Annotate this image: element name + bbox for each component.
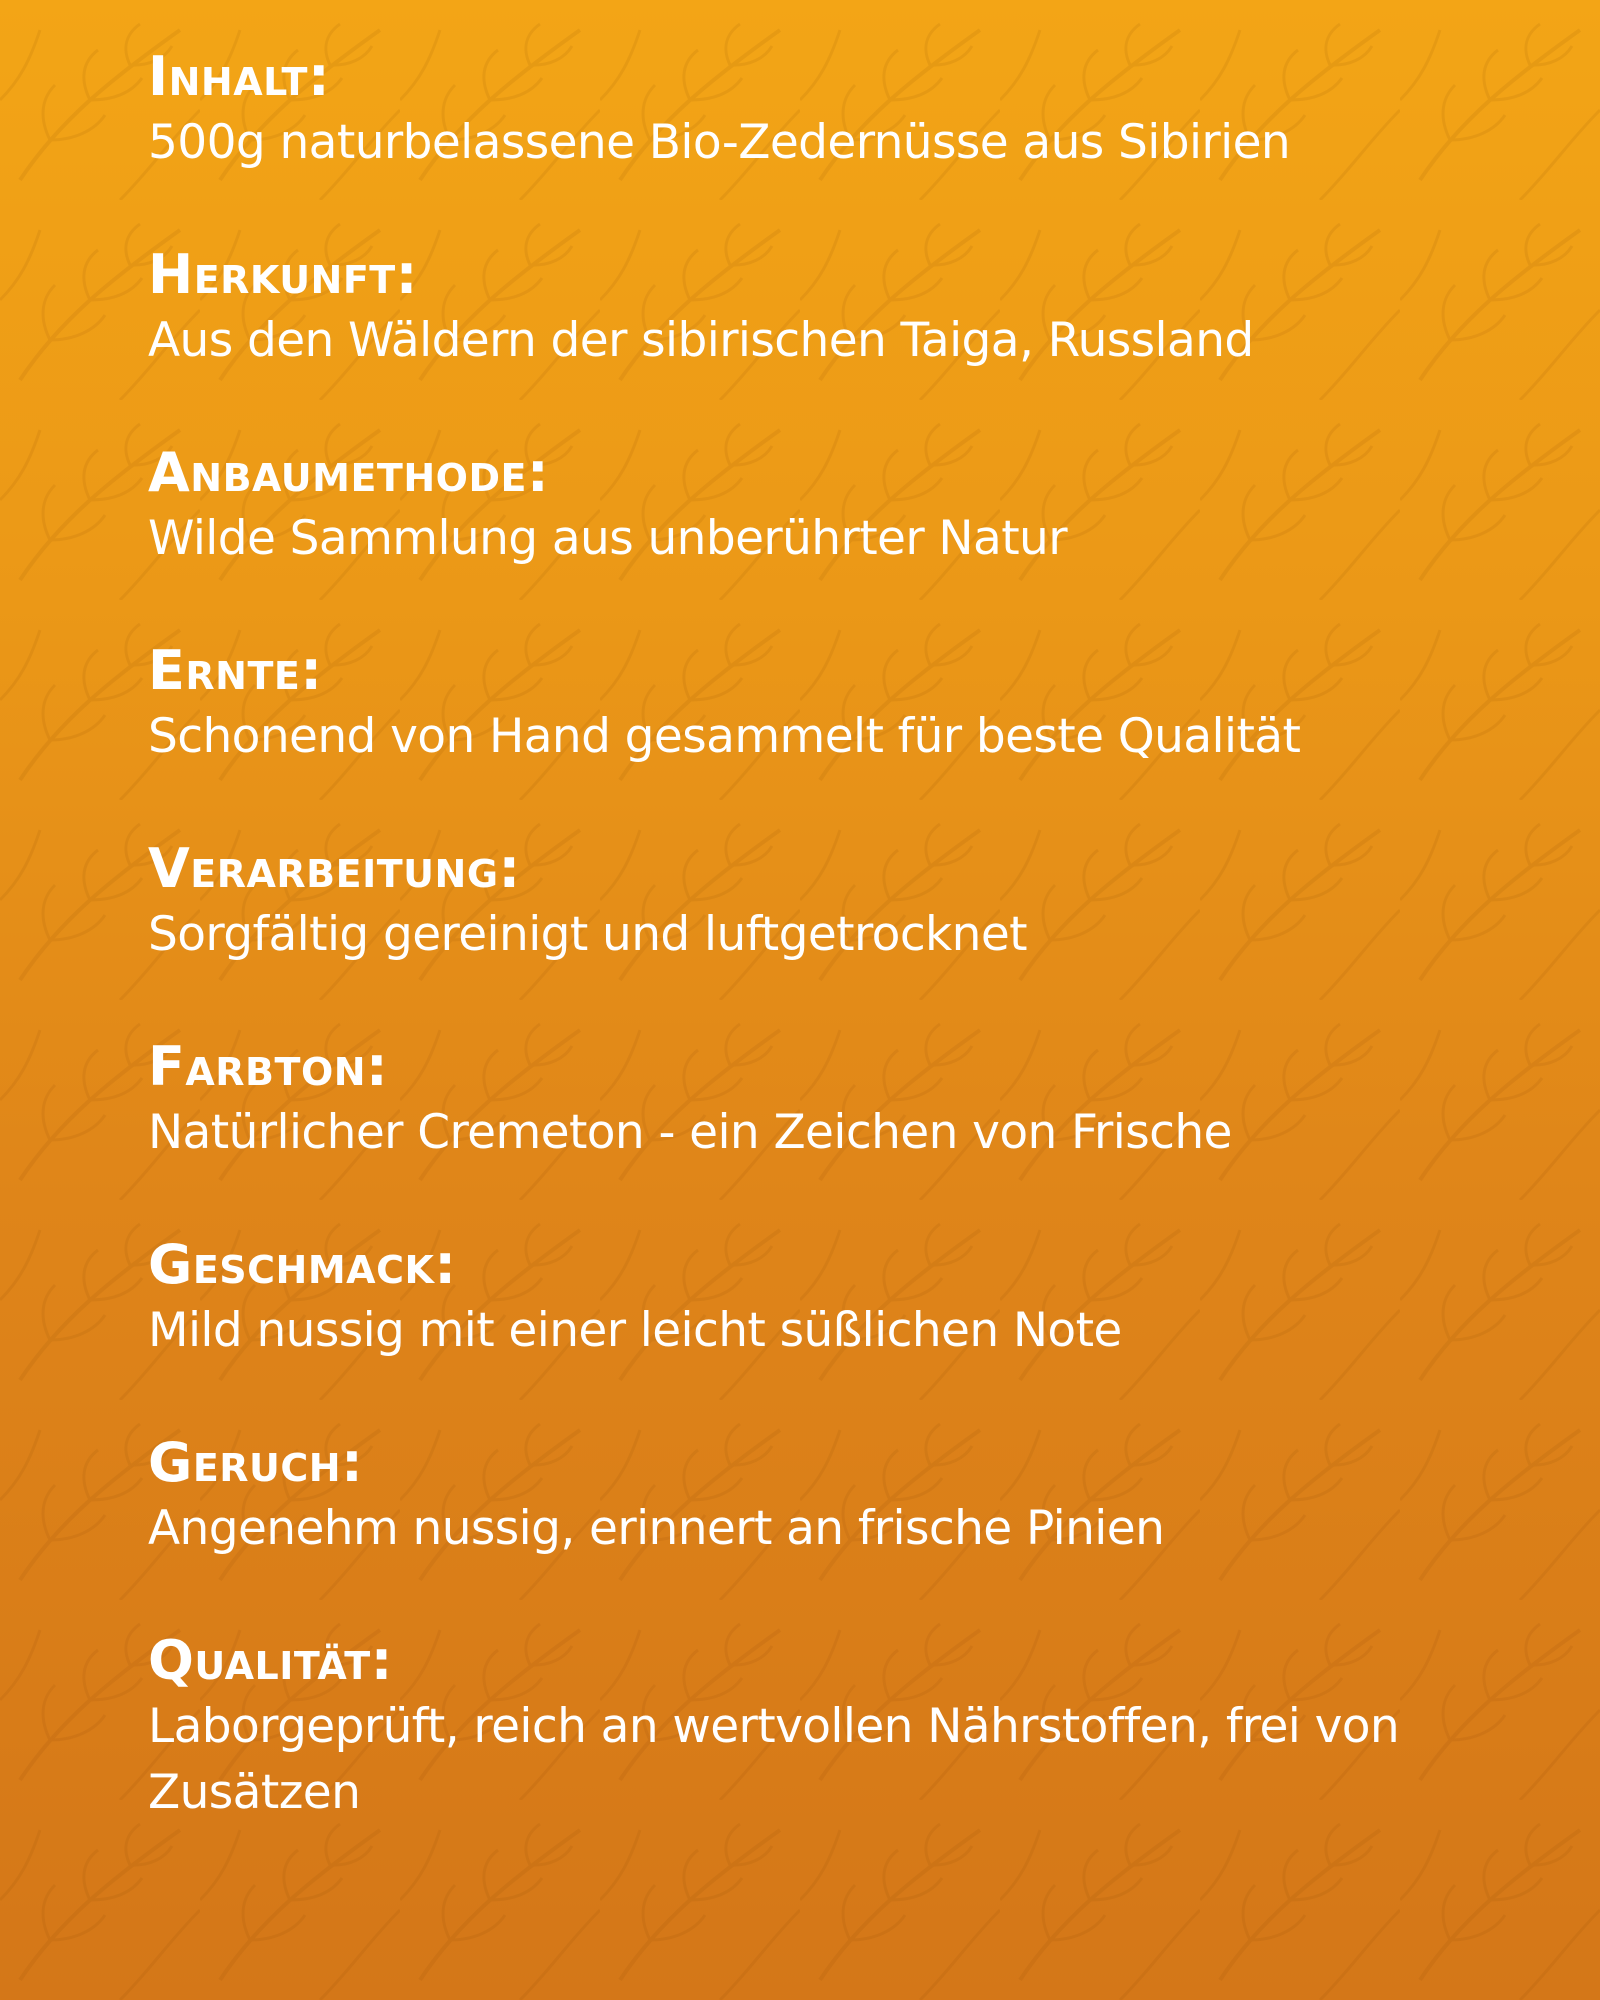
section-herkunft xyxy=(148,242,1478,440)
section-farbton xyxy=(148,1034,1478,1232)
label-verarbeitung: Verarbeitung: xyxy=(148,837,521,900)
label-qualitaet: Qualität: xyxy=(148,1629,393,1692)
value-qualitaet: Laborgeprüft, reich an wertvollen Nährstoffen, frei von Zusätzen xyxy=(148,1699,1400,1820)
section-qualitaet xyxy=(148,1628,1478,1826)
value-geschmack: Mild nussig mit einer leicht süßlichen Note xyxy=(148,1303,1122,1358)
label-farbton: Farbton: xyxy=(148,1035,389,1098)
value-verarbeitung: Sorgfältig gereinigt und luftgetrocknet xyxy=(148,907,1028,962)
value-farbton: Natürlicher Cremeton - ein Zeichen von Frische xyxy=(148,1105,1232,1160)
label-ernte: Ernte: xyxy=(148,639,323,702)
label-inhalt: Inhalt: xyxy=(148,45,331,108)
section-verarbeitung xyxy=(148,836,1478,1034)
section-geruch xyxy=(148,1430,1478,1628)
value-geruch: Angenehm nussig, erinnert an frische Pinien xyxy=(148,1501,1165,1556)
value-herkunft: Aus den Wäldern der sibirischen Taiga, Russland xyxy=(148,313,1254,368)
section-ernte xyxy=(148,638,1478,836)
value-ernte: Schonend von Hand gesammelt für beste Qualität xyxy=(148,709,1301,764)
section-geschmack xyxy=(148,1232,1478,1430)
section-inhalt xyxy=(148,44,1478,242)
label-anbaumethode: Anbaumethode: xyxy=(148,441,550,504)
label-geschmack: Geschmack: xyxy=(148,1233,457,1296)
label-herkunft: Herkunft: xyxy=(148,243,418,306)
value-inhalt: 500g naturbelassene Bio-Zedernüsse aus Sibirien xyxy=(148,115,1291,170)
section-anbaumethode xyxy=(148,440,1478,638)
value-anbaumethode: Wilde Sammlung aus unberührter Natur xyxy=(148,511,1067,566)
label-geruch: Geruch: xyxy=(148,1431,364,1494)
product-details xyxy=(148,44,1478,1826)
